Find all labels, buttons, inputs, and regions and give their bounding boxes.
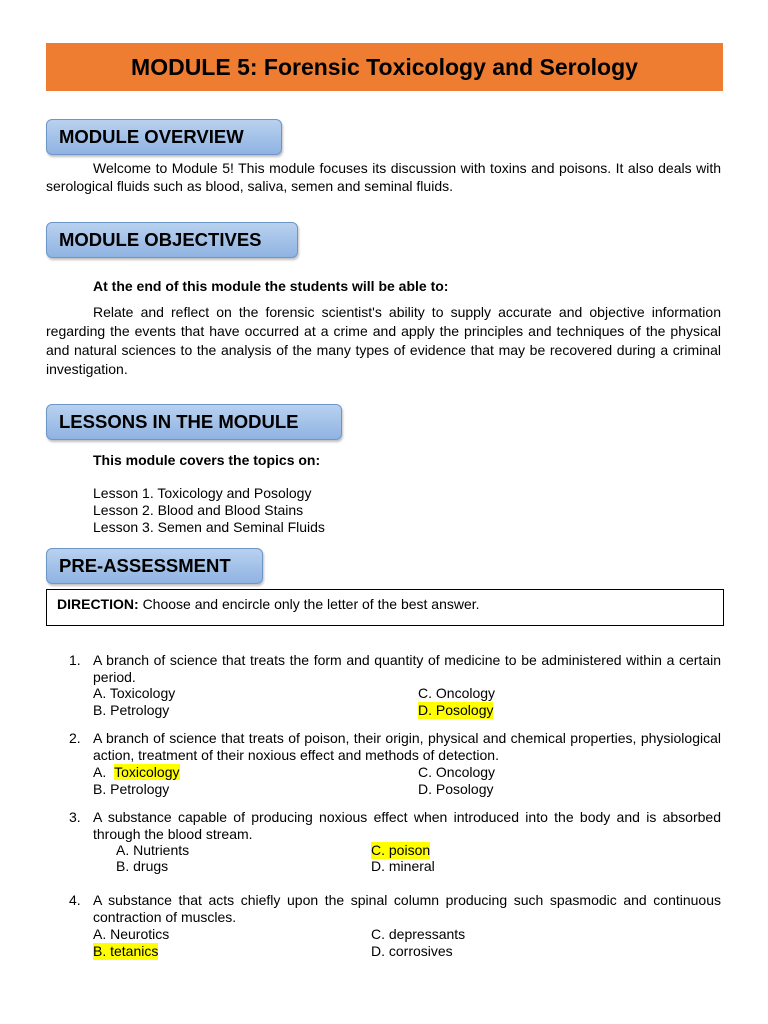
question-number: 4. (69, 892, 81, 908)
lesson-item: Lesson 3. Semen and Seminal Fluids (93, 519, 325, 535)
option-c[interactable]: C. Oncology (418, 764, 496, 780)
option-b[interactable]: B. Petrology (93, 781, 170, 797)
option-c[interactable]: C. Oncology (418, 685, 496, 701)
direction-label: DIRECTION: (57, 596, 139, 612)
lessons-intro: This module covers the topics on: (93, 452, 321, 468)
option-a-letter: A. (93, 764, 107, 780)
direction-box (46, 589, 724, 626)
option-d[interactable]: D. corrosives (371, 943, 453, 959)
objectives-intro: At the end of this module the students will be able to: (93, 278, 449, 294)
option-d[interactable]: D. Posology (418, 781, 494, 797)
option-a[interactable]: A. Nutrients (116, 842, 190, 858)
question-text: A branch of science that treats of poison, their origin, physical and chemical properties, physiological action, treatment of their noxious effect and methods of detection. (93, 730, 721, 763)
page-title: MODULE 5: Forensic Toxicology and Serology (131, 53, 638, 80)
option-b[interactable]: B. Petrology (93, 702, 170, 718)
objectives-text: Relate and reflect on the forensic scientist's ability to supply accurate and objective information regarding the events that have occurred at a crime and apply the principles and techniques of the physical and natural sciences to the analysis of the many types of evidence that may be recovered during a criminal investigation. (46, 304, 721, 377)
option-d[interactable]: D. mineral (371, 858, 435, 874)
direction-text: Choose and encircle only the letter of the best answer. (142, 596, 480, 612)
option-a-highlighted: Toxicology (114, 764, 180, 780)
option-a[interactable] (93, 764, 180, 781)
question-number: 1. (69, 652, 81, 668)
option-a[interactable]: A. Neurotics (93, 926, 170, 942)
question-text: A substance capable of producing noxious effect when introduced into the body and is absorbed through the blood stream. (93, 809, 721, 842)
option-c[interactable]: C. depressants (371, 926, 466, 942)
question-text: A branch of science that treats the form and quantity of medicine to be administered within a certain period. (93, 652, 721, 685)
overview-heading: MODULE OVERVIEW (46, 119, 282, 155)
option-b[interactable]: B. drugs (116, 858, 169, 874)
option-c-highlighted[interactable]: C. poison (371, 842, 431, 858)
overview-text: Welcome to Module 5! This module focuses its discussion with toxins and poisons. It also deals with serological fluids such as blood, saliva, semen and seminal fluids. (46, 160, 721, 194)
question-number: 2. (69, 730, 81, 746)
lessons-heading: LESSONS IN THE MODULE (46, 404, 342, 440)
question-text: A substance that acts chiefly upon the spinal column producing such spasmodic and continuous contraction of muscles. (93, 892, 721, 925)
lesson-item: Lesson 1. Toxicology and Posology (93, 485, 312, 501)
option-b-highlighted[interactable]: B. tetanics (93, 943, 159, 959)
objectives-heading: MODULE OBJECTIVES (46, 222, 298, 258)
lesson-item: Lesson 2. Blood and Blood Stains (93, 502, 304, 518)
option-d-highlighted[interactable]: D. Posology (418, 702, 494, 718)
question-number: 3. (69, 809, 81, 825)
module-title-bar (46, 43, 723, 91)
preassessment-heading: PRE-ASSESSMENT (46, 548, 263, 584)
option-a[interactable]: A. Toxicology (93, 685, 176, 701)
